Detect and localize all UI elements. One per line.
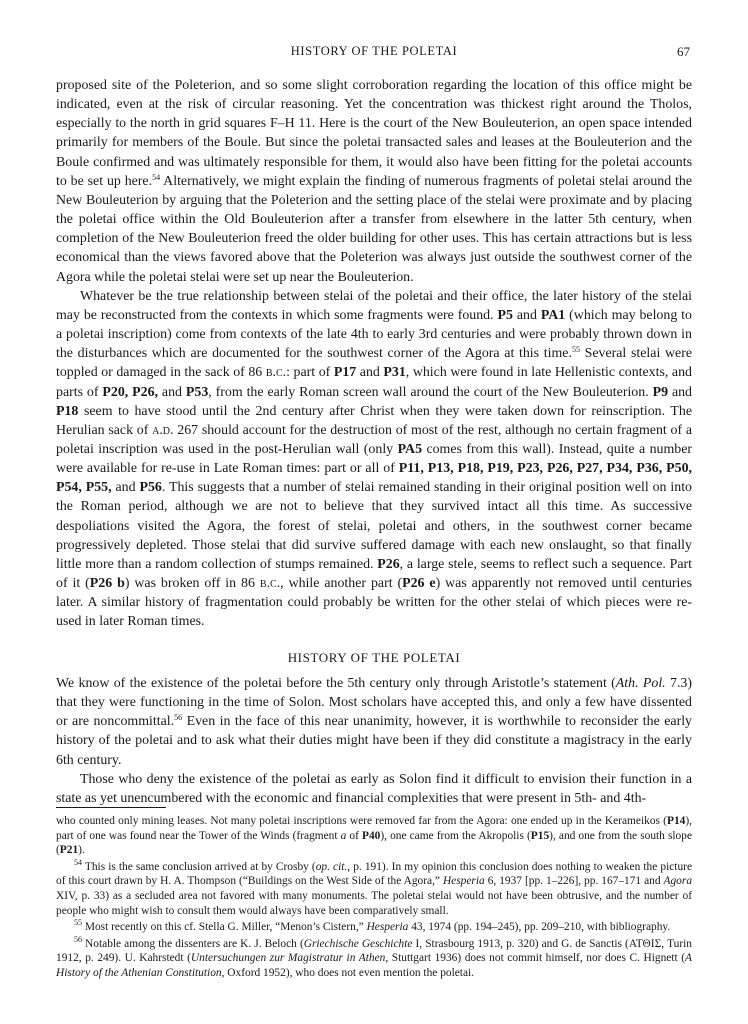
book-title: Griechische Geschichte [303, 937, 413, 950]
inscription-ref-list: P11, P13, P18, P19, P23, P26, P27, P34, P36, P50, P54, P55, [56, 461, 692, 496]
inscription-ref: P31 [383, 365, 406, 381]
footnote-54: $^{54}$ This is the same conclusion arrived at by Crosby (op. cit., p. 191). In my opinion this conclusion does nothing to weaken the picture of this court drawn by H. A. Thompson (“Buildings on the West Side of the Agora,” Hesperia 6, 1937 [pp. 1–226], pp. 167–171 and Agora XIV, p. 33) as a secluded area not favored with many monuments. The poletai stelai would not have been obtrusive, and the number of people who might wish to consult them would always have been comparatively small. [56, 857, 693, 917]
footnotes [56, 814, 692, 983]
citation: Ath. Pol. [615, 676, 666, 691]
page-number: 67 [677, 44, 690, 59]
inscription-ref: P9 [652, 384, 669, 400]
paragraph-4: Those who deny the existence of the poletai as early as Solon find it difficult to envision their function in a state as yet unencumbered with the economic and financial complexities that were present in 5th- and 4th- [56, 771, 692, 806]
footnote-divider [56, 807, 166, 808]
footnote-continued: who counted only mining leases. Not many poletai inscriptions were removed far from the Agora: one ended up in the Kerameikos (P14), part of one was found near the Tower of the Winds (fragment a of P40), one came from the Akropolis (P15), and one from the south slope (P21). [56, 815, 693, 857]
era-abbrev: b.c. [259, 576, 281, 592]
inscription-ref: P26 e [402, 576, 436, 592]
inscription-ref: P14 [666, 815, 686, 827]
inscription-ref: P20, P26, [102, 384, 159, 400]
inscription-ref: P53 [185, 384, 209, 400]
inscription-ref: P26 b [89, 576, 125, 592]
inscription-ref: P26 [377, 556, 400, 572]
era-abbrev: a.d. [152, 422, 174, 438]
footnote-56: $^{56}$ Notable among the dissenters are K. J. Beloch (Griechische Geschichte I, Strasbourg 1913, p. 320) and G. de Sanctis (ΑΤΘΙΣ, Turin 1912, p. 249). U. Kahrstedt (Untersuchungen zur Magistratur in Athen, Stuttgart 1936) does not commit himself, nor does C. Hignett (A History of the Athenian Constitution, Oxford 1952), who does not even mention the poletai. [56, 934, 693, 979]
paragraph-1: proposed site of the Poleterion, and so some slight corroboration regarding the location of this office might be indicated, even at the risk of circular reasoning. Yet the concentration was thickest right around the Tholos, especially to the north in grid squares F–H 11. Here is the court of the New Bouleuterion, an open space intended primarily for members of the Boule. But since the poletai transacted sales and leases at the Bouleuterion and the Boule confirmed and was ultimately responsible for them, it would also have been fitting for the poletai accounts to be set up here.$^{54}$ Alternatively, we might explain the finding of numerous fragments of poletai stelai around the New Bouleuterion by arguing that the Poleterion and the setting place of the stelai were proximate and by placing the poletai office within the Old Bouleuterion after a transfer from elsewhere in the latter 5th century, when completion of the New Bouleuterion freed the older building for other uses. This has certain attractions but is less economical than the views favored above that the Poleterion was always just outside the southwest corner of the Agora while the poletai stelai were set up near the Bouleuterion. [56, 78, 692, 285]
footnote-ref-55[interactable]: 55 [571, 345, 580, 355]
book-title: Untersuchungen zur Magistratur in Athen [190, 952, 386, 965]
footnote-ref-54[interactable]: 54 [152, 172, 161, 182]
footnote-number: 54 [74, 857, 82, 867]
running-header [56, 44, 692, 62]
book-title: Agora [663, 875, 693, 888]
era-abbrev: b.c. [265, 365, 287, 381]
inscription-ref: PA5 [397, 441, 423, 457]
main-text-upper [56, 76, 692, 632]
inscription-ref: P18 [56, 403, 79, 419]
inscription-ref: P21 [59, 844, 79, 857]
inscription-ref: P17 [333, 365, 357, 381]
journal-title: Hesperia [366, 921, 409, 934]
paragraph-2: Whatever be the true relationship between stelai of the poletai and their office, the later history of the stelai may be reconstructed from the contexts in which some fragments were found. P5 and PA1 (which may belong to a poletai inscription) come from contexts of the late 4th to early 3rd centuries and were probably thrown down in the disturbances which are documented for the southwest corner of the Agora at this time.$^{55}$ Several stelai were toppled or damaged in the sack of 86 b.c.: part of P17 and P31, which were found in late Hellenistic contexts, and parts of P20, P26, and P53, from the early Roman screen wall around the court of the New Bouleuterion. P9 and P18 seem to have stood until the 2nd century after Christ when they were taken down for reinscription. The Herulian sack of a.d. 267 should account for the destruction of most of the rest, although no certain fragment of a poletai inscription was used in the post-Herulian wall (only PA5 comes from this wall). Instead, quite a number were available for re-use in Late Roman times: part or all of P11, P13, P18, P19, P23, P26, P27, P34, P36, P50, P54, P55, and P56. This suggests that a number of stelai remained standing in their original position well on into the Roman period, although we are not to believe that they survived intact all this time. As successive despoliations visited the Agora, the forest of stelai, poletai and others, in the southwest corner became progressively depleted. Those stelai that did survive suffered damage with each new onslaught, so that finally little more than a random collection of stumps remained. P26, a large stele, seems to reflect such a sequence. Part of it (P26 b) was broken off in 86 b.c., while another part (P26 e) was apparently not removed until centuries later. A similar history of fragmentation could probably be written for the other stelai of which pieces were re-used in later Roman times. [56, 288, 693, 630]
inscription-ref: P56 [139, 480, 162, 496]
footnote-ref-56[interactable]: 56 [174, 713, 183, 723]
section-heading: HISTORY OF THE POLETAI [287, 650, 461, 665]
inscription-ref: PA1 [540, 307, 566, 323]
footnote-number: 56 [74, 934, 82, 944]
paragraph-3: We know of the existence of the poletai before the 5th century only through Aristotle’s statement (Ath. Pol. 7.3) that they were functioning in the time of Solon. Most scholars have accepted this, and only a few have dissented or are noncommittal.$^{56}$ Even in the face of this near unanimity, however, it is worthwhile to reconsider the early history of the poletai and to ask what their duties might have been if they did constitute a magistracy in the early 6th century. [56, 676, 692, 768]
footnote-55: $^{55}$ Most recently on this cf. Stella G. Miller, “Menon’s Cistern,” Hesperia 43, 1974 (pp. 194–245), pp. 209–210, with bibliography. [74, 918, 671, 934]
running-title: HISTORY OF THE POLETAI [290, 44, 458, 58]
inscription-ref: P5 [497, 307, 513, 323]
inscription-ref: P15 [530, 829, 550, 842]
inscription-ref: P40 [362, 829, 381, 842]
main-text-lower [56, 674, 692, 808]
footnote-number: 55 [74, 918, 82, 928]
journal-title: Hesperia [442, 875, 485, 888]
book-title: A History of the Athenian Constitution [56, 952, 692, 979]
